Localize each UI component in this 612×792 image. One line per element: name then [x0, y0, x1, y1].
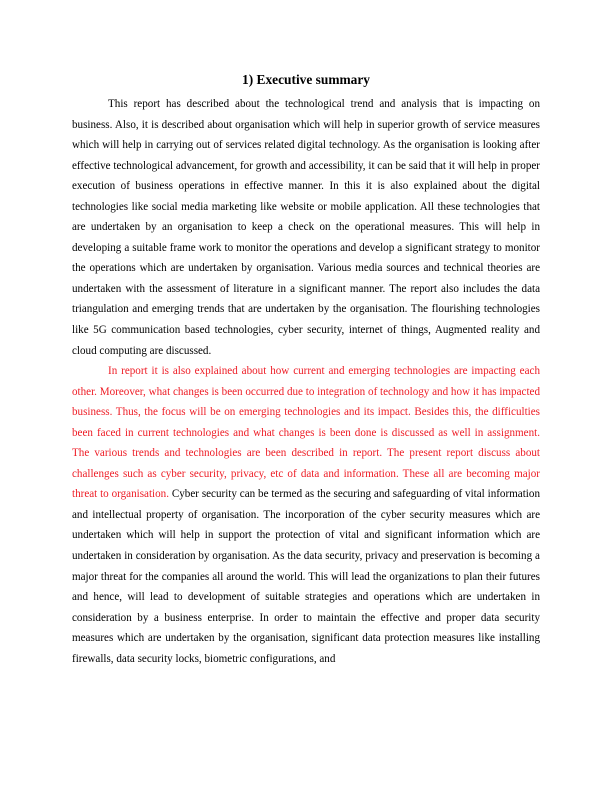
section-heading: 1) Executive summary	[242, 72, 370, 87]
paragraph-summary: This report has described about the technological trend and analysis that is impacting on business. Also, it is described about organisation which will help in superior growth of service measures which will help in carrying out of services related digital technology. As the organisation is looking after effective technological advancement, for growth and accessibility, it can be said that it will help in proper execution of business operations in effective manner. In this it is also explained about the digital technologies like social media marketing like website or mobile application. All these technologies that are undertaken by an organisation to keep a check on the operational measures. This will help in developing a suitable frame work to monitor the operations and develop a significant strategy to monitor the operations which are undertaken by organisation. Various media sources and technical theories are undertaken with the assessment of literature in a significant manner. The report also includes the data triangulation and emerging trends that are undertaken by the organisation. The flourishing technologies like 5G communication based technologies, cyber security, internet of things, Augmented reality and cloud computing are discussed.	[72, 98, 540, 357]
highlighted-text: In report it is also explained about how current and emerging technologies are impacting each other. Moreover, what changes is been occurred due to integration of technology and how it has impacted business. Thus, the focus will be on emerging technologies and its impact. Besides this, the difficulties been faced in current technologies and what changes is been done is discussed as well in assignment. The various trends and technologies are been described in report. The present report discuss about challenges such as cyber security, privacy, etc of data and information. These all are becoming major threat to organisation.	[72, 365, 540, 501]
document-body	[72, 70, 540, 669]
paragraph-technologies	[72, 361, 540, 669]
paragraph-continuation-text: Cyber security can be termed as the securing and safeguarding of vital information and intellectual property of organisation. The incorporation of the cyber security measures which are undertaken which will help in support the protection of vital and significant information which are undertaken in consideration by organisation. As the data security, privacy and preservation is becoming a major threat for the companies all around the world. This will lead the organizations to plan their futures and hence, will lead to development of suitable strategies and operations which are undertaken in consideration by a business enterprise. In order to maintain the effective and proper data security measures which are undertaken by the organisation, significant data protection measures like installing firewalls, data security locks, biometric configurations, and	[72, 488, 540, 665]
